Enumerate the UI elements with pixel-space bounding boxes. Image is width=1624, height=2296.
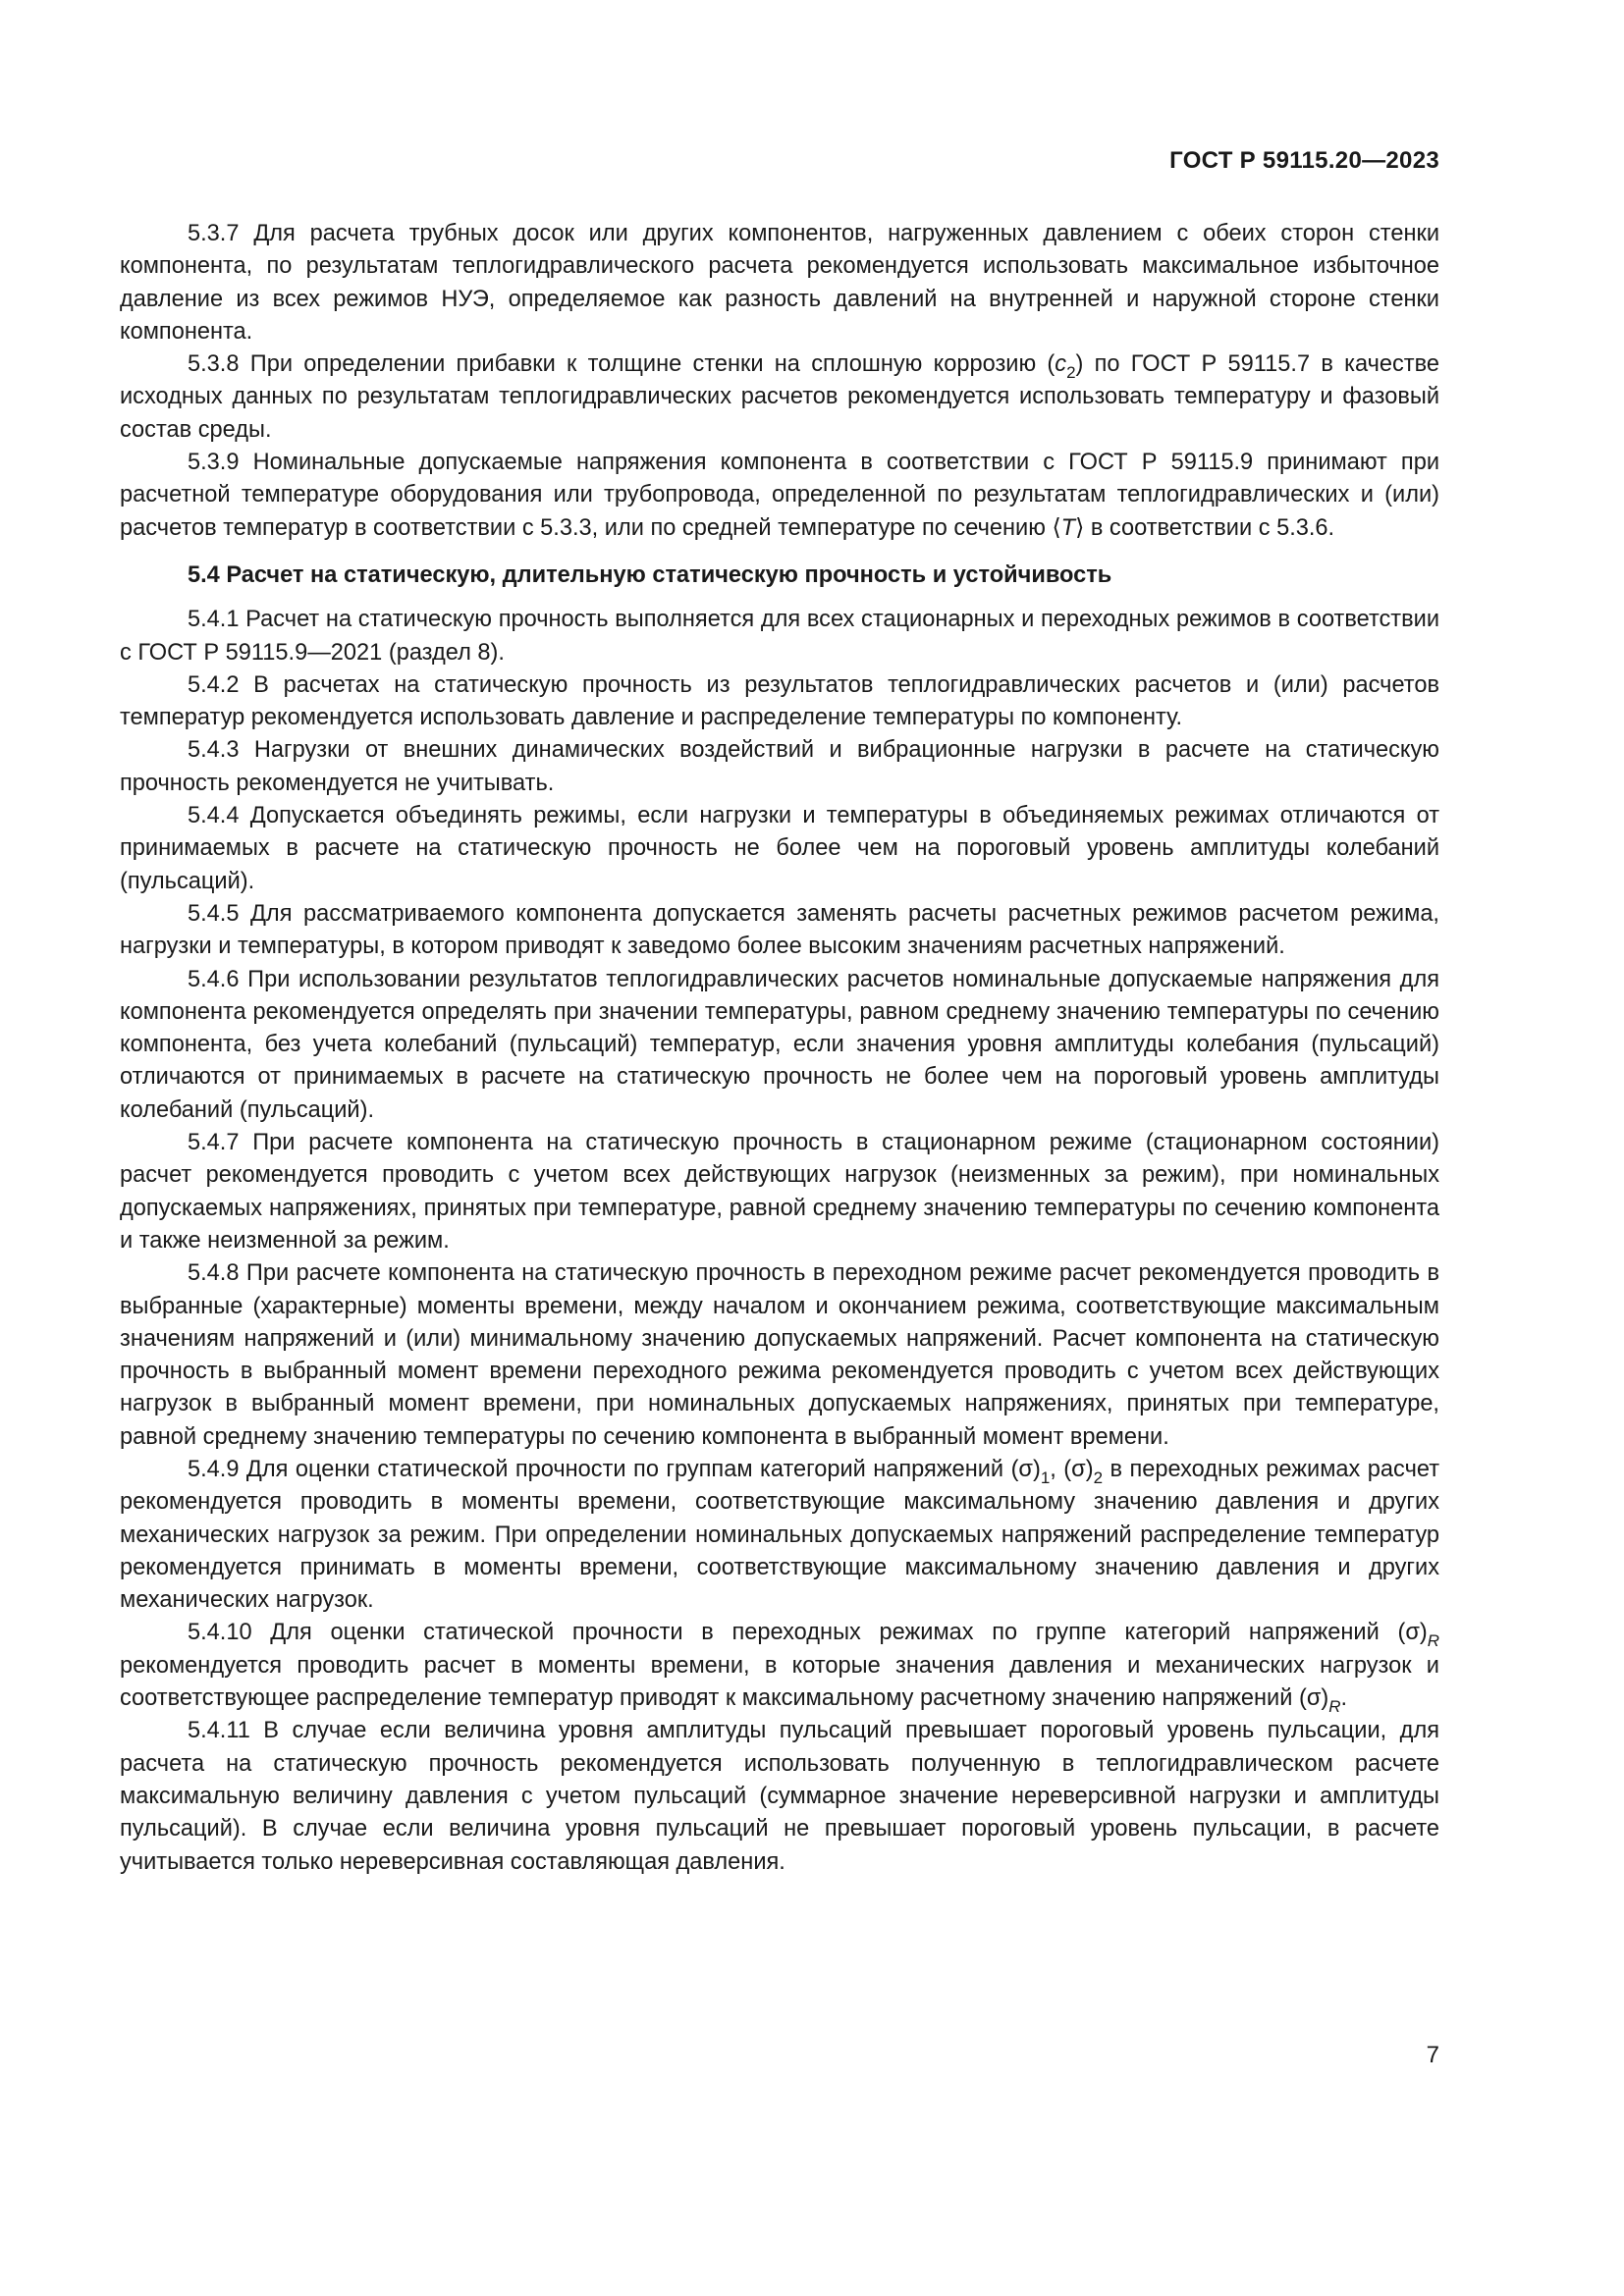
clause-5-3-8-text-b: ) по ГОСТ Р 59115.7 в качестве исходных данных по результатам теплогидравлических расчетов рекомендуется использовать температуру и фазовый состав среды. <box>120 351 1439 443</box>
clause-5-4-2: 5.4.2 В расчетах на статическую прочность из результатов теплогидравлических расчетов и (или) расчетов температур рекомендуется использовать давление и распределение температуры по компоненту. <box>120 671 1439 731</box>
clause-5-4-10-text-b: рекомендуется проводить расчет в моменты времени, в которые значения давления и механических нагрузок и соответствующее распределение температур приводят к максимальному расчетному значению напряжений (σ) <box>120 1652 1439 1712</box>
var-c: c <box>1055 351 1067 378</box>
document-code-header: ГОСТ Р 59115.20—2023 <box>1169 147 1439 174</box>
clause-5-4-10-text-c: . <box>1340 1685 1348 1712</box>
sigma-subscript-2: 2 <box>1093 1468 1104 1487</box>
clause-5-4-10 <box>120 1617 1439 1715</box>
clause-5-3-8 <box>120 348 1439 447</box>
clause-5-4-5: 5.4.5 Для рассматриваемого компонента допускается заменять расчеты расчетных режимов расчетом режима, нагрузки и температуры, в котором приводят к заведомо более высоким значениям расчетных напряжений. <box>120 900 1439 960</box>
clause-5-3-9 <box>120 447 1439 545</box>
clause-5-4-4: 5.4.4 Допускается объединять режимы, если нагрузки и температуры в объединяемых режимах отличаются от принимаемых в расчете на статическую прочность не более чем на пороговый уровень амплитуды колебаний (пульсаций). <box>120 803 1439 894</box>
clause-5-4-9-text-mid: , (σ) <box>1050 1456 1094 1482</box>
clause-5-4-9 <box>120 1454 1439 1617</box>
clause-5-4-9-text-b: в переходных режимах расчет рекомендуется проводить в моменты времени, соответствующие максимальному значению давления и других механических нагрузок за режим. При определении номинальных допускаемых напряжений распределение температур рекомендуется принимать в моменты времени, соответствующие максимальному значению давления и других механических нагрузок. <box>120 1456 1440 1614</box>
clause-5-3-8-text-a: 5.3.8 При определении прибавки к толщине стенки на сплошную коррозию ( <box>188 351 1056 378</box>
sigma-subscript-r: R <box>1427 1631 1439 1651</box>
page-number: 7 <box>1426 2042 1439 2068</box>
clause-5-3-7: 5.3.7 Для расчета трубных досок или других компонентов, нагруженных давлением с обеих сторон стенки компонента, по результатам теплогидравлического расчета рекомендуется использовать максимальное избыточное давление из всех режимов НУЭ, определяемое как разность давлений на внутренней и наружной стороне стенки компонента. <box>120 221 1439 345</box>
clause-5-4-7: 5.4.7 При расчете компонента на статическую прочность в стационарном режиме (стационарном состоянии) расчет рекомендуется проводить с учетом всех действующих нагрузок (неизменных за режим), при номинальных допускаемых напряжениях, принятых при температуре, равной среднему значению температуры по сечению компонента и также неизменной за режим. <box>120 1130 1439 1254</box>
clause-5-4-1: 5.4.1 Расчет на статическую прочность выполняется для всех стационарных и переходных режимов в соответствии с ГОСТ Р 59115.9—2021 (раздел 8). <box>120 607 1439 666</box>
clause-5-4-3: 5.4.3 Нагрузки от внешних динамических воздействий и вибрационные нагрузки в расчете на статическую прочность рекомендуется не учитывать. <box>120 737 1439 796</box>
var-t: T <box>1060 514 1076 541</box>
clause-5-4-6: 5.4.6 При использовании результатов теплогидравлических расчетов номинальные допускаемые напряжения для компонента рекомендуется определять при значении температуры, равном среднему значению температуры по сечению компонента, без учета колебаний (пульсаций) температур, если значения уровня амплитуды колебания (пульсаций) отличаются от принимаемых в расчете на статическую прочность не более чем на пороговый уровень амплитуды колебаний (пульсаций). <box>120 966 1439 1123</box>
var-c-subscript: 2 <box>1066 362 1076 382</box>
sigma-subscript-r-2: R <box>1328 1696 1341 1716</box>
clause-5-4-11: 5.4.11 В случае если величина уровня амплитуды пульсаций превышает пороговый уровень пульсации, для расчета на статическую прочность рекомендуется использовать полученную в теплогидравлическом расчете максимальную величину давления с учетом пульсаций (суммарное значение нереверсивной нагрузки и амплитуды пульсаций). В случае если величина уровня пульсаций не превышает пороговый уровень пульсации, в расчете учитывается только нереверсивная составляющая давления. <box>120 1718 1439 1875</box>
section-heading-5-4: 5.4 Расчет на статическую, длительную статическую прочность и устойчивость <box>188 561 1112 588</box>
clause-5-3-9-text-a: 5.3.9 Номинальные допускаемые напряжения компонента в соответствии с ГОСТ Р 59115.9 принимают при расчетной температуре оборудования или трубопровода, определенной по результатам теплогидравлических и (или) расчетов температур в соответствии с 5.3.3, или по средней температуре по сечению ⟨ <box>120 450 1439 541</box>
sigma-subscript-1: 1 <box>1040 1468 1051 1487</box>
clause-5-3-9-text-b: ⟩ в соответствии с 5.3.6. <box>1075 514 1335 541</box>
document-body <box>120 218 1439 1879</box>
clause-5-4-10-text-a: 5.4.10 Для оценки статической прочности в переходных режимах по группе категорий напряжений (σ) <box>188 1620 1428 1646</box>
clause-5-4-8: 5.4.8 При расчете компонента на статическую прочность в переходном режиме расчет рекомендуется проводить в выбранные (характерные) моменты времени, между началом и окончанием режима, соответствующие максимальным значениям напряжений и (или) минимальному значению допускаемых напряжений. Расчет компонента на статическую прочность в выбранный момент времени переходного режима рекомендуется проводить с учетом всех действующих нагрузок в выбранный момент времени, при номинальных допускаемых напряжениях, принятых при температуре, равной среднему значению температуры по сечению компонента в выбранный момент времени. <box>120 1260 1439 1450</box>
clause-5-4-9-text-a: 5.4.9 Для оценки статической прочности по группам категорий напряжений (σ) <box>188 1456 1041 1482</box>
